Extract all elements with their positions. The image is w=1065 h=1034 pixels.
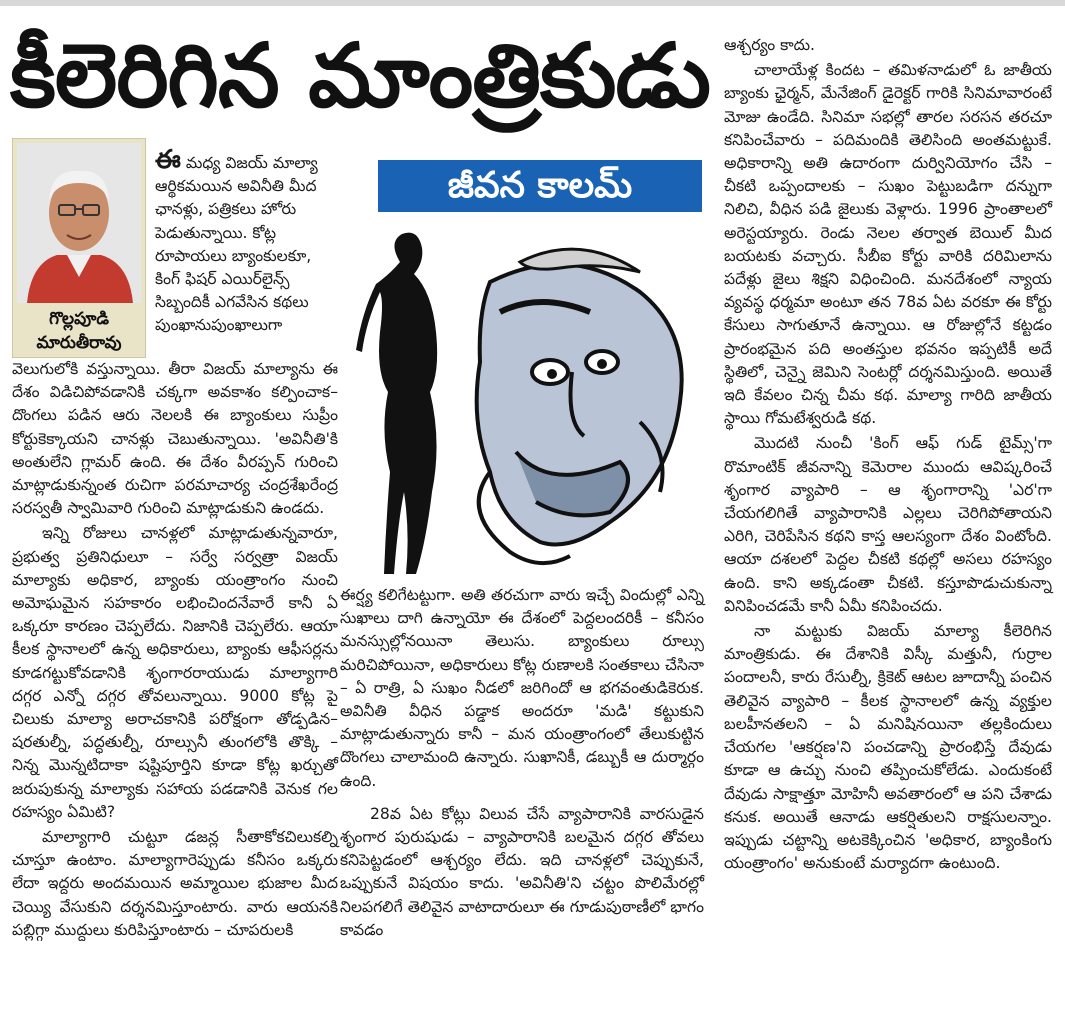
middle-paragraph-2: 28వ ఏట కోట్లు విలువ చేసే వ్యాపారానికి వారసుడైన శృంగార పురుషుడు – వ్యాపారానికి బలమైన దగ్గర తోవలు కనిపెట్టడంలో ఆశ్చర్యం లేదు. ఇది చానళ్లలో చెప్పుకునే, ఒప్పుకునే విషయం కాదు. 'అవినీతి'ని చట్టం పొలిమేరల్లో నిలపగలిగే తెలివైన వాటాదారులూ ఈ గూడుపుఠాణీలో భాగం కావడం	[340, 804, 704, 939]
paragraph-1-rest: వెలుగులోకి వస్తున్నాయి. తీరా విజయ్ మాల్యాను ఈ దేశం విడిచిపోవడానికి చక్కగా అవకాశం కల్పించాక– దొంగలు పడిన ఆరు నెలలకి ఈ బ్యాంకులు సుప్రీం కోర్టుకెక్కాయని చానళ్లు చెబుతున్నాయి. 'అవినీతి'కి అంతులేని గ్లామర్ ఉంది. ఈ దేశం వీరప్పన్ గురించి మాట్లాడుకున్నంత రుచిగా పరమాచార్య చంద్రశేఖరేంద్ర సరస్వతీ స్వామివారి గురించి మాట్లాడుకుని ఉండదు.	[12, 360, 338, 518]
author-portrait	[17, 143, 141, 303]
left-column	[12, 358, 338, 942]
portrait-drawing	[17, 143, 141, 303]
intro-line-4: పెడుతున్నాయి. కోట్ల	[155, 223, 277, 242]
intro-line-6: కింగ్ ఫిషర్ ఎయిర్‌లైన్స్	[155, 270, 290, 289]
intro-line-5: రూపాయలు బ్యాంకులకూ,	[155, 246, 312, 265]
right-paragraph-1: చాలాయేళ్ల కిందట – తమిళనాడులో ఓ జాతీయ బ్యాంకు ఛైర్మన్, మేనేజింగ్ డైరెక్టర్ గారికి సినిమావారంటే మోజు ఉండేది. సినిమా సభల్లో తారల సరసన తరచూ కనిపించేవారు – పదిమందికి తెలిసింది అంతమట్టుకే. అధికారాన్ని అతి ఉదారంగా దుర్వినియోగం చేసి – చీకటి ఒప్పందాలకు – సుఖం పెట్టుబడిగా దన్నుగా నిలిచి, వీధిన పడి జైలుకు వెళ్లారు. 1996 ప్రాంతాలలో అరెస్టయ్యారు. రెండు నెలల తర్వాత బెయిల్ మీద బయటకు వచ్చారు. సీబీఐ కోర్టు వారికి దరిమిలాను పదేళ్లు జైలు శిక్షని విధించింది. మనదేశంలో న్యాయ వ్యవస్థ ధర్మమా అంటూ తన 78వ ఏట వరకూ ఈ కోర్టు కేసులు సాగుతూనే ఉన్నాయి. ఆ రోజుల్లోనే కట్టడం ప్రారంభమైన పది అంతస్తుల భవనం ఇప్పటికీ అదే స్థితిలో, చెన్నై జెమిని సెంటర్లో దర్శనమిస్తుంది. అయితే ఇది కేవలం చిన్న చీమ కథ. మాల్యా గారిది జాతీయ స్థాయి గోమటేశ్వరుడి కథ.	[724, 61, 1052, 428]
intro-line-3: ఛానళ్లు, పత్రికలు హోరు	[155, 200, 297, 219]
author-last-name: మారుతీరావు	[36, 333, 122, 353]
intro-line-2: ఆర్థికమయిన అవినీతి మీద	[155, 177, 317, 196]
middle-paragraph-1: ఈర్ష్య కలిగేటట్టుగా. అతి తరచుగా వారు ఇచ్చే విందుల్లో ఎన్ని సుఖాలు దాగి ఉన్నాయో ఈ దేశంలో పెద్దలందరికీ – కనీసం మనస్సుల్లోనయినా తెలుసు. బ్యాంకులు రూల్సు మరిచిపోయినా, అధికారులు కోట్ల రుణాలకి సంతకాలు చేసినా – ఏ రాత్రి, ఏ సుఖం నీడలో జరిగిందో ఆ భగవంతుడికెరుక. అవినీతి వీధిన పడ్డాక అందరూ 'మడి' కట్టుకుని మాట్లాడుతున్నారు కానీ – మన యంత్రాంగంలో తేలుకుట్టిన దొంగలు చాలామంది ఉన్నారు. సుఖానికీ, డబ్బుకీ ఆ దుర్మార్గం ఉంది.	[340, 586, 704, 790]
intro-line-7: సిబ్బందికీ ఎగవేసిన కథలు	[155, 293, 309, 312]
paragraph-2: ఇన్ని రోజులు చానళ్లలో మాట్లాడుతున్నవారూ, ప్రభుత్వ ప్రతినిధులూ – సర్వే సర్వత్రా విజయ్ మాల్యాకు అధికార, బ్యాంకు యంత్రాంగం నుంచి అమోఘమైన సహకారం లభించిందనేవారే కానీ ఏ ఒక్కరూ కారణం చెప్పలేదు. నిజానికి చెప్పలేరు. ఆయా కీలక స్థానాలలో ఉన్న అధికారులు, బ్యాంకు ఆఫీసర్లను కూడగట్టుకోవడానికి శృంగారరాయుడు మాల్యాగారి దగ్గర ఎన్నో దగ్గర తోవలున్నాయి. 9000 కోట్ల పై చిలుకు మాల్యా అరాచకానికి పరోక్షంగా తోడ్పడిన– షరతుల్నీ, పద్ధతుల్నీ, రూల్సునీ తుంగలోకి తొక్కి – నిన్న మొన్నటిదాకా షష్టిపూర్తిని కూడా కోట్ల ఖర్చుతో జరుపుకున్న మాల్యాకు సహాయ పడడానికి వెనుక గల రహస్యం ఏమిటి?	[12, 524, 338, 821]
headline: కీలెరిగిన మాంత్రికుడు	[10, 24, 710, 127]
right-paragraph-2: మొదటి నుంచీ 'కింగ్ ఆఫ్ గుడ్ టైమ్స్'గా రొమాంటిక్ జీవనాన్ని కెమెరాల ముందు ఆవిష్కరించే శృంగార వ్యాపారి – ఆ శృంగారాన్ని 'ఎర'గా చేయగలిగితే వ్యాపారానికి ఎల్లలు చెరిగిపోతాయని ఎరిగి, చెరిపేసిన కథని కాస్త ఆలస్యంగా దేశం వింటోంది. ఆయా దశలలో పెద్దల చీకటి కథల్లో అసలు రహస్యం ఉంది. కాని అక్కడంతా చీకటి. కస్తూపొడుచుకున్నా వినిపించడమే కానీ ఏమీ కనిపించదు.	[724, 434, 1052, 615]
right-column	[724, 34, 1052, 875]
dropcap: ఈ	[155, 145, 181, 175]
article-intro-side	[155, 145, 330, 338]
right-paragraph-3: నా మట్టుకు విజయ్ మాల్యా కీలెరిగిన మాంత్రికుడు. ఈ దేశానికి విస్కీ మత్తునీ, గుర్రాల పందాలనీ, కారు రేసుల్నీ, క్రికెట్ ఆటల జూదాన్నీ పంచిన తెలివైన వ్యాపారి – కీలక స్థానాలలో ఉన్న వ్యక్తుల బలహీనతలని – ఏ మనిషినయినా తల్లకిందులు చేయగల 'ఆకర్షణ'ని పంచడాన్ని ప్రారంభిస్తే దేవుడు కూడా ఆ ఉచ్చు నుంచి తప్పించుకోలేడు. ఎందుకంటే దేవుడు సాక్షాత్తూ మోహినీ అవతారంలో ఆ పని చేశాడు కనుక. అయితే ఆనాడు ఆకర్షితులని రాక్షసులన్నాం. ఇప్పుడు చట్టాన్ని అటకెక్కించిన 'అధికార, బ్యాంకింగు యంత్రాంగం' అనుకుంటే మర్యాదగా ఉంటుంది.	[724, 622, 1052, 873]
author-photo-box	[12, 138, 146, 358]
intro-line-8: పుంఖానుపుంఖాలుగా	[155, 316, 283, 335]
column-banner: జీవన కాలమ్	[378, 160, 702, 212]
cartoon-drawing	[340, 222, 720, 584]
right-paragraph-0: ఆశ్చర్యం కాదు.	[724, 36, 815, 54]
author-first-name: గొల్లపూడి	[49, 309, 109, 329]
middle-column	[340, 584, 704, 942]
intro-line-1: మధ్య విజయ్ మాల్యా	[185, 154, 318, 172]
top-rule	[0, 0, 1065, 6]
cartoon-illustration	[340, 222, 720, 584]
paragraph-3: మాల్యాగారి చుట్టూ డజన్ల సీతాకోకచిలుకల్ని చూస్తూ ఉంటాం. మాల్యాగారెప్పుడు కనీసం ఒక్కరు లేదా ఇద్దరు అందమయిన అమ్మాయిల భుజాల మీద చెయ్యి వేసుకుని దర్శనమిస్తూంటారు. వారు ఆయనకి పబ్లిగ్గా ముద్దులు కురిపిస్తూంటారు – చూపరులకి	[12, 828, 338, 939]
